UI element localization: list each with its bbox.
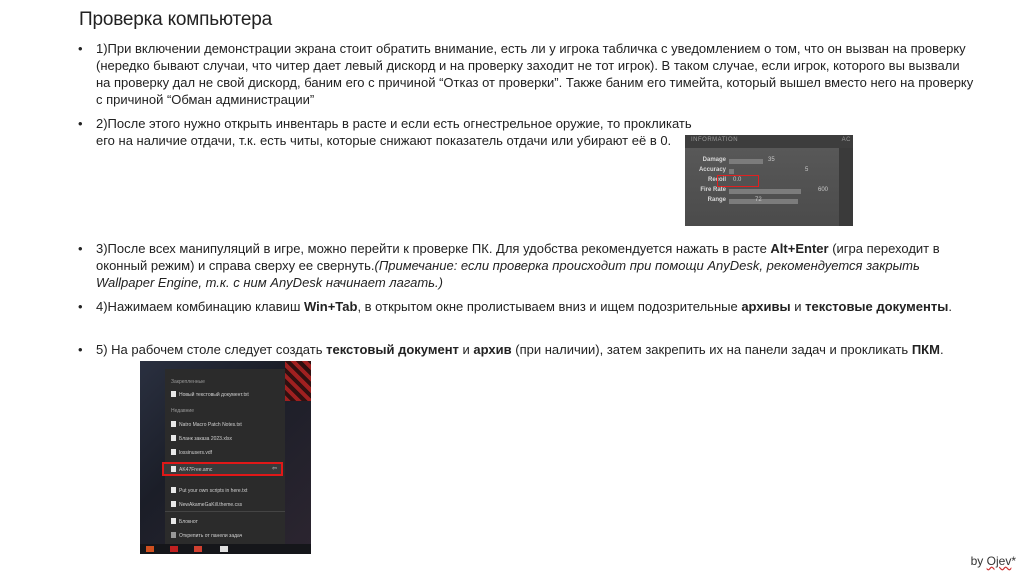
pin-icon[interactable]: ⇦	[271, 466, 277, 472]
jumplist-item[interactable]: lossinusers.vdf	[171, 449, 212, 456]
hotkey-win-tab: Win+Tab	[303, 299, 358, 314]
jumplist-item[interactable]: Новый текстовый документ.txt	[171, 391, 249, 398]
unpin-item[interactable]: Открепить от панели задач	[171, 532, 242, 539]
document-icon	[171, 449, 176, 455]
jumplist-item[interactable]: NewAkameGaKill.theme.css	[171, 501, 242, 508]
bullet-3-text: 3)После всех манипуляций в игре, можно перейти к проверке ПК. Для удобства рекомендуется нажать в расте Alt+Enter (игра переходит в оконный режим) и справа сверху ее свернуть.(Примечание: если проверка происходит при помощи AnyDesk, рекомендуется закрыть Wallpaper Engine, т.к. с ним AnyDesk начинает лагать.)	[96, 241, 940, 290]
recoil-highlight	[717, 175, 759, 187]
jumplist-item[interactable]: Put your own scripts in here.txt	[171, 487, 247, 494]
document-icon	[171, 466, 176, 472]
stat-bar	[729, 189, 801, 194]
stat-bar	[729, 159, 763, 164]
app-launch-item[interactable]: Блокнот	[171, 518, 198, 525]
stat-row: Fire Rate 600	[700, 187, 829, 193]
stat-row: Range 72	[685, 197, 853, 206]
jumplist-menu: Закрепленные Новый текстовый документ.txt Недавние Natro Macro Patch Notes.txt Бланк заказа 2023.xlsx lossinusers.vdf Put your own scripts in here.txt NewAkameGaKill.theme.css	[165, 369, 285, 545]
slide-title: Проверка компьютера	[79, 9, 272, 30]
document-icon	[171, 435, 176, 441]
note: (Примечание: если проверка происходит при помощи AnyDesk, рекомендуется закрыть Wallpaper Engine, т.к. с ним AnyDesk начинает лагать.)	[96, 258, 920, 290]
info-header: INFORMATION	[691, 137, 739, 143]
bullet-marker: •	[78, 116, 83, 131]
bullet-2-text: 2)После этого нужно открыть инвентарь в расте и если есть огнестрельное оружие, то прокликать его на наличие отдачи, т.к. есть читы, которые снижают показатель отдачи или убирают её в 0.	[96, 116, 692, 148]
jumplist-screenshot	[140, 361, 311, 554]
bullet-4-text: 4)Нажимаем комбинацию клавиш Win+Tab, в открытом окне пролистываем вниз и ищем подозрительные архивы и текстовые документы.	[96, 299, 952, 314]
bullet-1-text: 1)При включении демонстрации экрана стоит обратить внимание, есть ли у игрока табличка с уведомлением о том, что он вызван на проверку (нередко бывают случаи, что читер дает левый дискорд и на проверку заходит не тот игрок). В таком случае, если игрок, которого вы вызвали на проверку дал не свой дискорд, баним его с причиной “Отказ от проверки”. Также баним его тимейта, который вышел вместо него на проверку с причиной “Обман администрации”	[96, 41, 974, 107]
unpin-icon	[171, 532, 176, 538]
stat-row: Damage 35	[702, 157, 775, 163]
stat-row: Accuracy 5	[698, 167, 809, 173]
author-credit: by Ojev*	[970, 554, 1016, 568]
taskbar-app-icon[interactable]	[170, 546, 178, 552]
bullet-5-text: 5) На рабочем столе следует создать текстовый документ и архив (при наличии), затем закрепить их на панели задач и прокликать ПКМ.	[96, 342, 944, 357]
notepad-icon	[171, 518, 176, 524]
bullet-marker: •	[78, 41, 83, 56]
stat-bar	[729, 199, 798, 204]
jumplist-item[interactable]: Natro Macro Patch Notes.txt	[171, 421, 242, 428]
bullet-marker: •	[78, 342, 83, 357]
document-icon	[171, 487, 176, 493]
taskbar	[140, 544, 311, 554]
stat-row-recoil: Recoil 0.0	[707, 177, 742, 183]
bullet-marker: •	[78, 241, 83, 256]
document-icon	[171, 421, 176, 427]
jumplist-item[interactable]: Бланк заказа 2023.xlsx	[171, 435, 232, 442]
taskbar-app-icon[interactable]	[194, 546, 202, 552]
jumplist-item-highlighted[interactable]: AK47Free.amc ⇦	[162, 462, 283, 476]
weapon-stats-screenshot: INFORMATION AC Damage 35 Accuracy 5 Recoil 0.0 Fire Rate 600 Range 72	[685, 135, 853, 226]
document-icon	[171, 391, 176, 397]
taskbar-app-icon[interactable]	[220, 546, 228, 552]
document-icon	[171, 501, 176, 507]
taskbar-app-icon[interactable]	[146, 546, 154, 552]
hotkey-alt-enter: Alt+Enter	[770, 241, 829, 256]
bullet-marker: •	[78, 299, 83, 314]
stat-bar	[729, 169, 734, 174]
